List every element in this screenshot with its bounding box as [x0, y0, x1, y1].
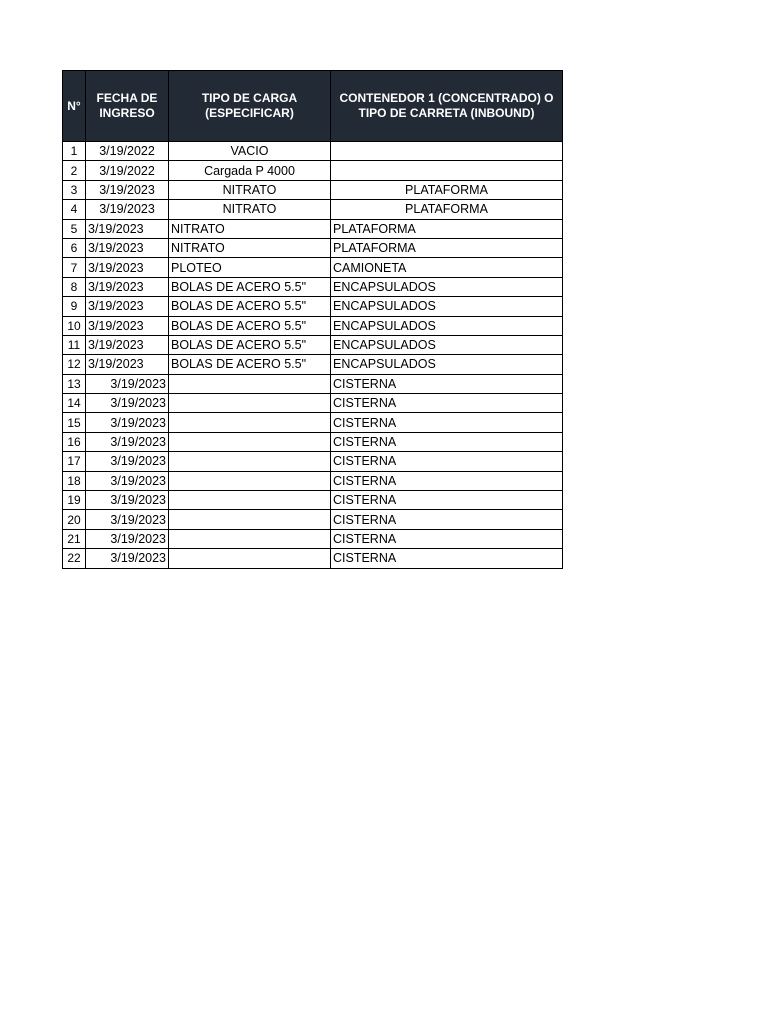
- table-row: [63, 258, 563, 277]
- table-row: [63, 394, 563, 413]
- tipo-de-carga-cell: VACIO: [169, 142, 331, 161]
- row-number-cell: 6: [63, 238, 86, 257]
- tipo-de-carga-cell: BOLAS DE ACERO 5.5": [169, 335, 331, 354]
- fecha-cell: 3/19/2023: [86, 432, 169, 451]
- table-row: [63, 491, 563, 510]
- contenedor-cell: ENCAPSULADOS: [331, 297, 563, 316]
- tipo-de-carga-cell: [169, 413, 331, 432]
- fecha-cell: 3/19/2023: [86, 413, 169, 432]
- row-number-cell: 16: [63, 432, 86, 451]
- contenedor-cell: [331, 161, 563, 180]
- contenedor-cell: PLATAFORMA: [331, 180, 563, 199]
- row-number-cell: 20: [63, 510, 86, 529]
- table-row: [63, 432, 563, 451]
- fecha-cell: 3/19/2023: [86, 277, 169, 296]
- tipo-de-carga-cell: [169, 374, 331, 393]
- contenedor-cell: CISTERNA: [331, 374, 563, 393]
- tipo-de-carga-cell: BOLAS DE ACERO 5.5": [169, 277, 331, 296]
- table-row: [63, 471, 563, 490]
- fecha-cell: 3/19/2022: [86, 142, 169, 161]
- cargo-table: [62, 70, 563, 569]
- tipo-de-carga-cell: [169, 510, 331, 529]
- tipo-de-carga-cell: NITRATO: [169, 219, 331, 238]
- table-row: [63, 200, 563, 219]
- fecha-cell: 3/19/2023: [86, 510, 169, 529]
- row-number-cell: 5: [63, 219, 86, 238]
- table-row: [63, 452, 563, 471]
- contenedor-cell: CAMIONETA: [331, 258, 563, 277]
- row-number-cell: 2: [63, 161, 86, 180]
- row-number-cell: 10: [63, 316, 86, 335]
- row-number-cell: 13: [63, 374, 86, 393]
- fecha-cell: 3/19/2023: [86, 452, 169, 471]
- contenedor-cell: CISTERNA: [331, 394, 563, 413]
- row-number-cell: 19: [63, 491, 86, 510]
- tipo-de-carga-cell: [169, 529, 331, 548]
- row-number-cell: 14: [63, 394, 86, 413]
- tipo-de-carga-cell: [169, 549, 331, 568]
- table-row: [63, 142, 563, 161]
- tipo-de-carga-cell: NITRATO: [169, 180, 331, 199]
- contenedor-cell: PLATAFORMA: [331, 200, 563, 219]
- table-row: [63, 413, 563, 432]
- contenedor-cell: CISTERNA: [331, 510, 563, 529]
- fecha-cell: 3/19/2023: [86, 238, 169, 257]
- table-row: [63, 510, 563, 529]
- row-number-cell: 17: [63, 452, 86, 471]
- table-row: [63, 161, 563, 180]
- row-number-cell: 22: [63, 549, 86, 568]
- row-number-cell: 7: [63, 258, 86, 277]
- table-row: [63, 219, 563, 238]
- header-tipo-de-carga: TIPO DE CARGA (ESPECIFICAR): [169, 71, 331, 142]
- fecha-cell: 3/19/2023: [86, 529, 169, 548]
- table-body: [63, 142, 563, 569]
- row-number-cell: 12: [63, 355, 86, 374]
- contenedor-cell: PLATAFORMA: [331, 219, 563, 238]
- header-number: N°: [63, 71, 86, 142]
- contenedor-cell: [331, 142, 563, 161]
- header-row: [63, 71, 563, 142]
- row-number-cell: 9: [63, 297, 86, 316]
- table-row: [63, 549, 563, 568]
- table-row: [63, 316, 563, 335]
- row-number-cell: 21: [63, 529, 86, 548]
- fecha-cell: 3/19/2023: [86, 316, 169, 335]
- tipo-de-carga-cell: [169, 471, 331, 490]
- tipo-de-carga-cell: PLOTEO: [169, 258, 331, 277]
- table-row: [63, 277, 563, 296]
- fecha-cell: 3/19/2023: [86, 180, 169, 199]
- fecha-cell: 3/19/2023: [86, 355, 169, 374]
- fecha-cell: 3/19/2022: [86, 161, 169, 180]
- table-row: [63, 180, 563, 199]
- header-fecha-de-ingreso: FECHA DE INGRESO: [86, 71, 169, 142]
- contenedor-cell: CISTERNA: [331, 549, 563, 568]
- fecha-cell: 3/19/2023: [86, 471, 169, 490]
- tipo-de-carga-cell: NITRATO: [169, 200, 331, 219]
- row-number-cell: 15: [63, 413, 86, 432]
- fecha-cell: 3/19/2023: [86, 258, 169, 277]
- row-number-cell: 4: [63, 200, 86, 219]
- fecha-cell: 3/19/2023: [86, 219, 169, 238]
- table-row: [63, 529, 563, 548]
- fecha-cell: 3/19/2023: [86, 491, 169, 510]
- contenedor-cell: CISTERNA: [331, 452, 563, 471]
- header-contenedor: CONTENEDOR 1 (CONCENTRADO) O TIPO DE CARRETA (INBOUND): [331, 71, 563, 142]
- contenedor-cell: ENCAPSULADOS: [331, 277, 563, 296]
- row-number-cell: 8: [63, 277, 86, 296]
- row-number-cell: 3: [63, 180, 86, 199]
- table-row: [63, 374, 563, 393]
- fecha-cell: 3/19/2023: [86, 374, 169, 393]
- row-number-cell: 18: [63, 471, 86, 490]
- table-row: [63, 297, 563, 316]
- tipo-de-carga-cell: [169, 394, 331, 413]
- fecha-cell: 3/19/2023: [86, 335, 169, 354]
- tipo-de-carga-cell: BOLAS DE ACERO 5.5": [169, 297, 331, 316]
- tipo-de-carga-cell: [169, 491, 331, 510]
- row-number-cell: 11: [63, 335, 86, 354]
- contenedor-cell: CISTERNA: [331, 529, 563, 548]
- contenedor-cell: CISTERNA: [331, 413, 563, 432]
- contenedor-cell: PLATAFORMA: [331, 238, 563, 257]
- fecha-cell: 3/19/2023: [86, 549, 169, 568]
- tipo-de-carga-cell: [169, 452, 331, 471]
- tipo-de-carga-cell: NITRATO: [169, 238, 331, 257]
- table-row: [63, 335, 563, 354]
- fecha-cell: 3/19/2023: [86, 297, 169, 316]
- table-row: [63, 238, 563, 257]
- fecha-cell: 3/19/2023: [86, 200, 169, 219]
- tipo-de-carga-cell: BOLAS DE ACERO 5.5": [169, 355, 331, 374]
- contenedor-cell: ENCAPSULADOS: [331, 316, 563, 335]
- table-row: [63, 355, 563, 374]
- fecha-cell: 3/19/2023: [86, 394, 169, 413]
- tipo-de-carga-cell: [169, 432, 331, 451]
- contenedor-cell: CISTERNA: [331, 471, 563, 490]
- contenedor-cell: CISTERNA: [331, 491, 563, 510]
- tipo-de-carga-cell: Cargada P 4000: [169, 161, 331, 180]
- row-number-cell: 1: [63, 142, 86, 161]
- contenedor-cell: ENCAPSULADOS: [331, 335, 563, 354]
- tipo-de-carga-cell: BOLAS DE ACERO 5.5": [169, 316, 331, 335]
- contenedor-cell: ENCAPSULADOS: [331, 355, 563, 374]
- contenedor-cell: CISTERNA: [331, 432, 563, 451]
